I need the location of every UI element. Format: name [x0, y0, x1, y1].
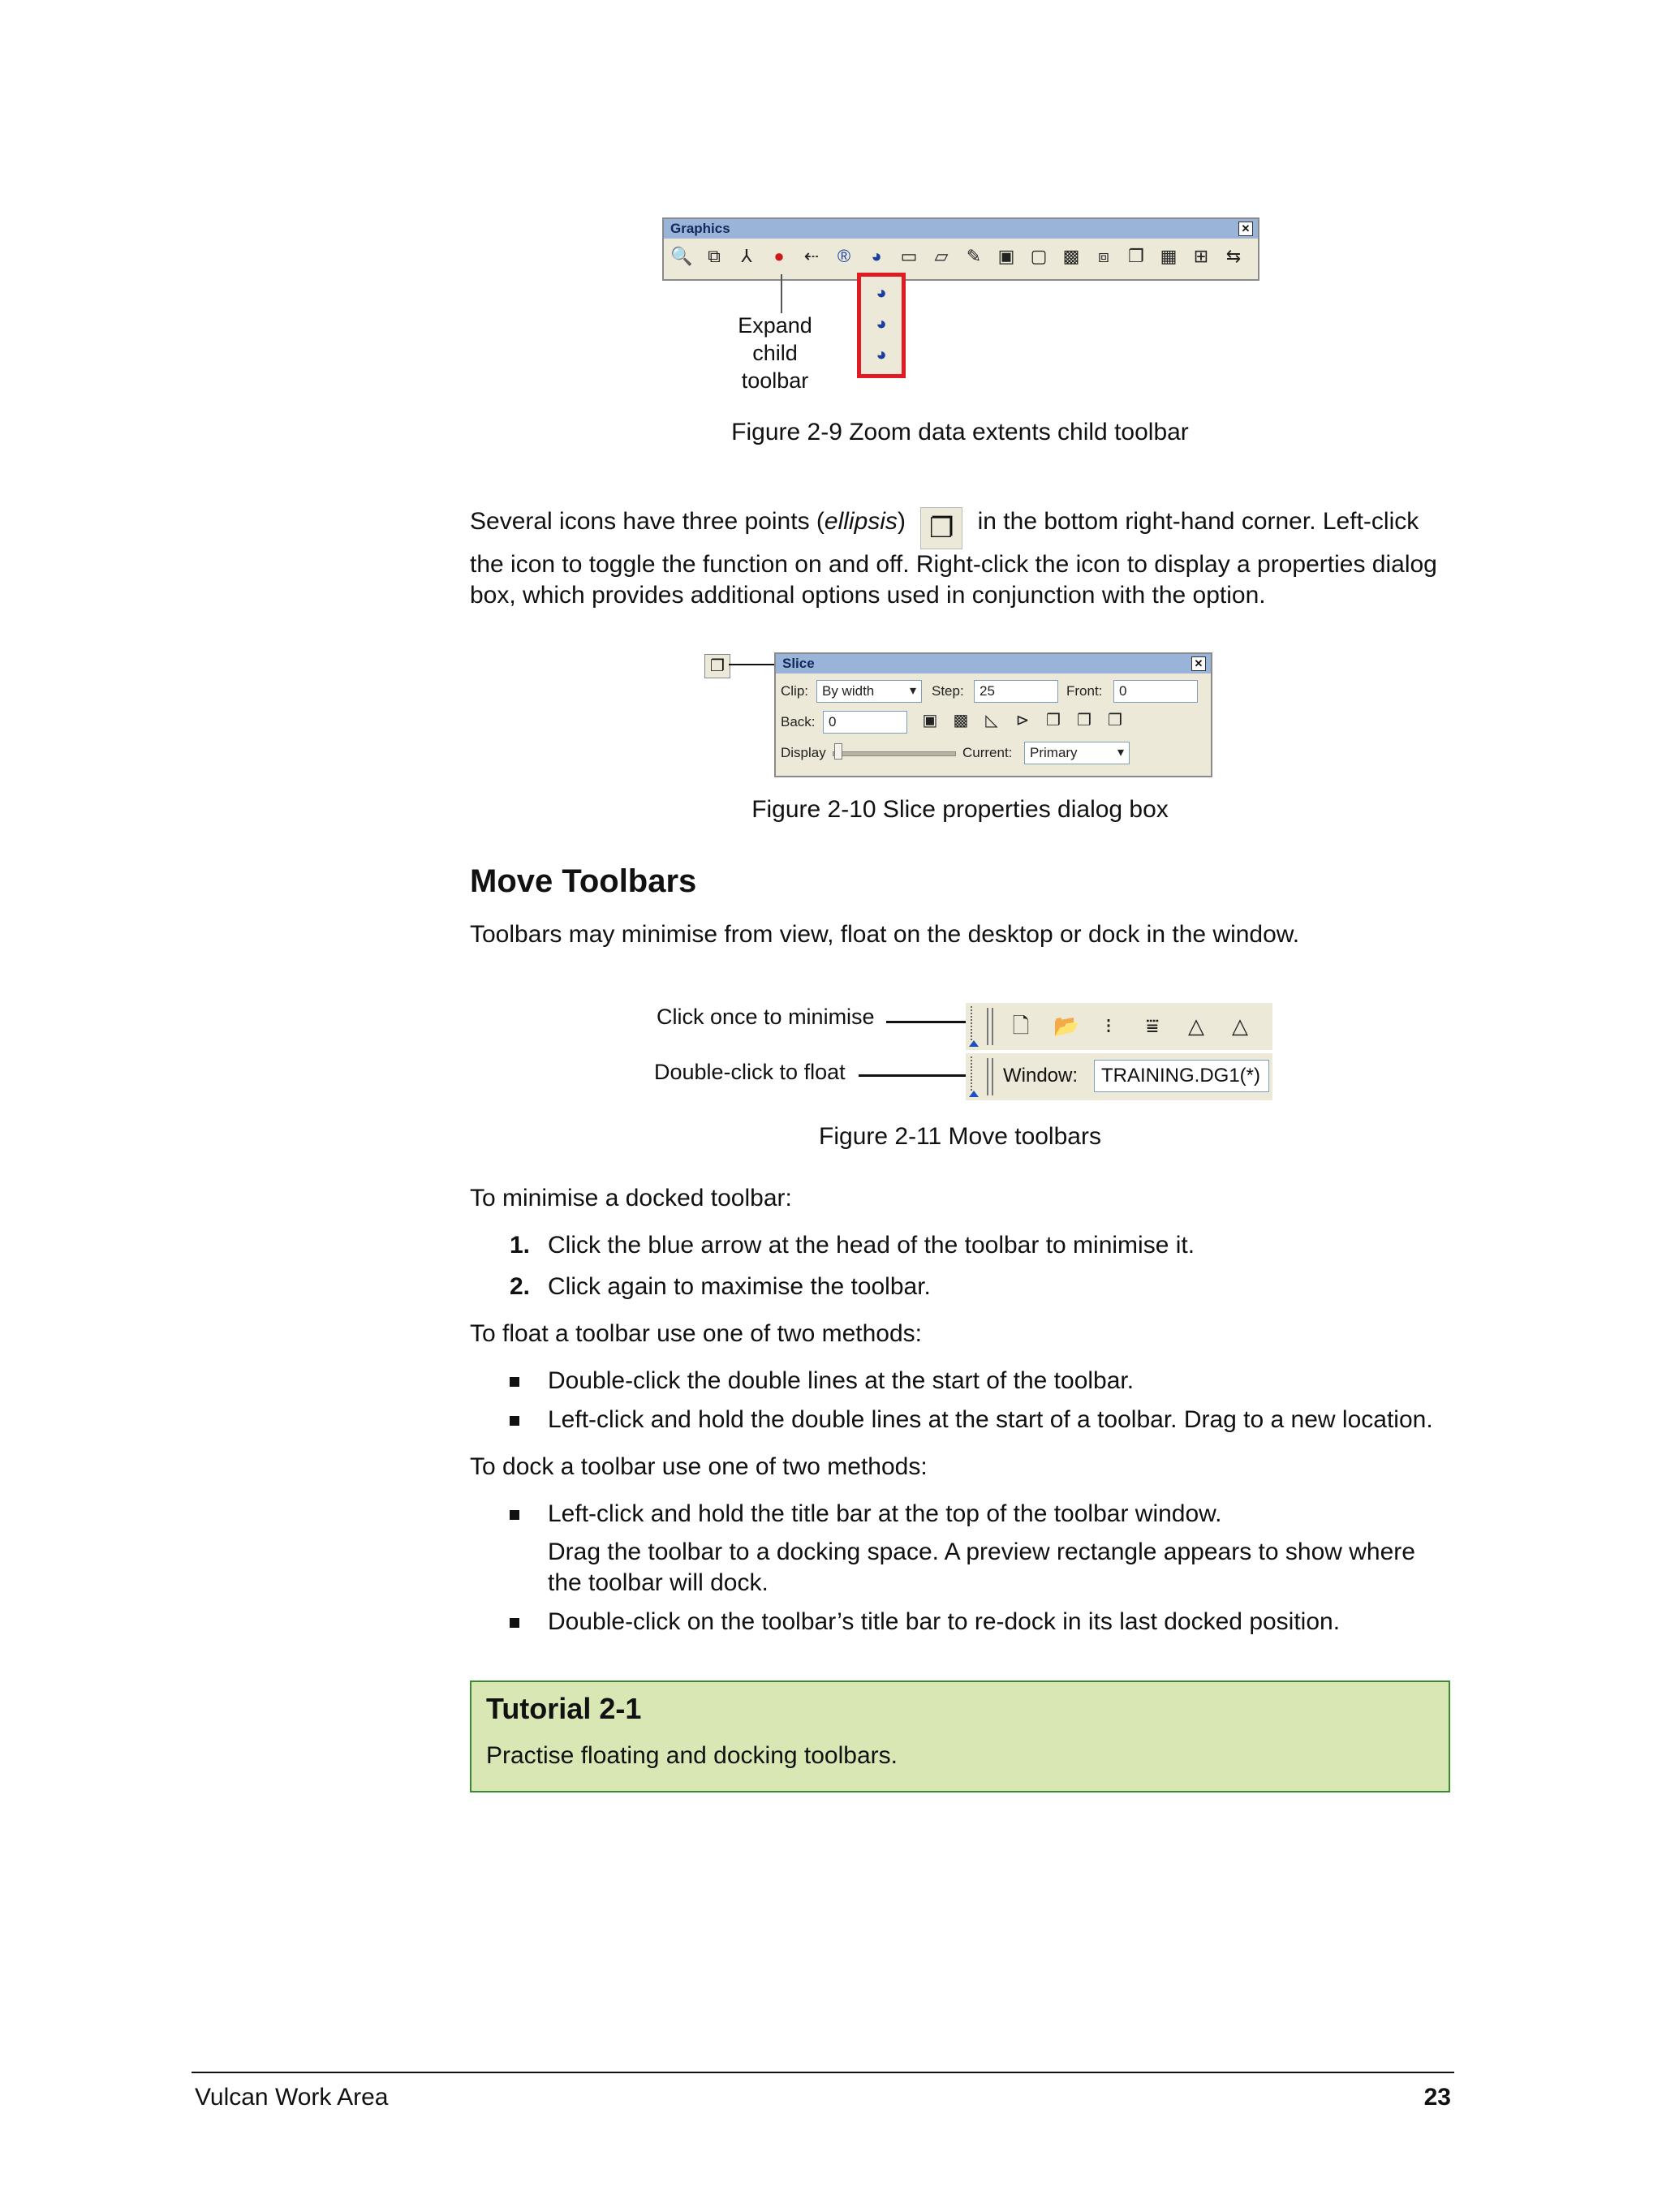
- slice-tool-icon[interactable]: ▩: [953, 712, 969, 729]
- display-label: Display: [781, 745, 826, 760]
- front-label: Front:: [1066, 683, 1103, 699]
- annotation-line: toolbar: [741, 368, 809, 393]
- graphics-toolbar-icon[interactable]: ▦: [1160, 246, 1178, 266]
- graphics-toolbar-icon[interactable]: ⧈: [1098, 246, 1109, 266]
- graphics-toolbar-title: Graphics: [670, 221, 730, 236]
- back-input[interactable]: 0: [823, 711, 907, 734]
- graphics-toolbar-title-bar[interactable]: [664, 219, 1258, 239]
- graphics-toolbar-icon[interactable]: ●: [773, 246, 785, 266]
- display-slider[interactable]: [833, 751, 956, 756]
- graphics-toolbar[interactable]: [662, 217, 1259, 281]
- docked-toolbar-icon[interactable]: ⩸: [1146, 1013, 1159, 1038]
- float-double-lines[interactable]: [987, 1008, 993, 1045]
- graphics-toolbar-icon[interactable]: ®: [837, 246, 851, 266]
- float-double-lines[interactable]: [987, 1058, 993, 1095]
- tutorial-title: Tutorial 2-1: [486, 1692, 642, 1725]
- step-label: Step:: [932, 683, 964, 699]
- graphics-toolbar-icon[interactable]: 🔍: [670, 246, 693, 266]
- dock-lead: To dock a toolbar use one of two methods:: [470, 1453, 928, 1480]
- bullet: [510, 1510, 519, 1520]
- step-text: Click again to maximise the toolbar.: [548, 1273, 931, 1300]
- bullet: [510, 1416, 519, 1426]
- docked-toolbar-file[interactable]: [966, 1001, 1272, 1050]
- minimise-arrow[interactable]: [969, 1091, 979, 1097]
- slice-tool-icon[interactable]: ❐: [1046, 712, 1061, 729]
- bullet-text: Double-click the double lines at the start of the toolbar.: [548, 1367, 1135, 1394]
- text-italic: ellipsis: [824, 508, 898, 535]
- toolbar-grip-dots[interactable]: [971, 1057, 977, 1091]
- step-text: Click the blue arrow at the head of the toolbar to minimise it.: [548, 1232, 1195, 1259]
- text-run: in the bottom right-hand corner. Left-click: [977, 508, 1419, 535]
- minimise-arrow[interactable]: [969, 1040, 979, 1047]
- minimise-lead: To minimise a docked toolbar:: [470, 1185, 792, 1211]
- annotation-leader-line: [781, 274, 782, 313]
- graphics-toolbar-icon[interactable]: ✎: [966, 246, 982, 266]
- slice-tool-icon[interactable]: ◺: [985, 712, 998, 729]
- pointer-line: [729, 664, 776, 665]
- section-intro: Toolbars may minimise from view, float on the desktop or dock in the window.: [470, 921, 1300, 948]
- zoom-data-extents-icon[interactable]: ◕: [876, 313, 887, 334]
- annotation-line: Expand: [738, 313, 812, 338]
- slice-tool-icon[interactable]: ▣: [922, 712, 938, 729]
- tutorial-box: [470, 1681, 1450, 1792]
- paragraph-line: box, which provides additional options used in conjunction with the option.: [470, 582, 1266, 609]
- minimise-leader-line: [886, 1021, 969, 1023]
- step-number: 2.: [510, 1273, 531, 1300]
- docked-toolbar-icon[interactable]: 🗋: [1012, 1013, 1030, 1038]
- clip-label: Clip:: [781, 683, 809, 699]
- figure-caption: Figure 2-9 Zoom data extents child toolbar: [731, 419, 1189, 445]
- docked-toolbar-icon[interactable]: △: [1188, 1013, 1204, 1038]
- clip-dropdown[interactable]: By width ▾: [816, 680, 922, 703]
- minimise-annotation: Click once to minimise: [657, 1005, 875, 1029]
- annotation-line: child: [752, 341, 798, 365]
- slice-tool-icon[interactable]: ⊳: [1015, 712, 1030, 729]
- footer-rule: [192, 2072, 1454, 2073]
- current-dropdown[interactable]: Primary ▾: [1024, 742, 1130, 764]
- window-select[interactable]: TRAINING.DG1(*): [1094, 1060, 1269, 1092]
- slice-icon-pointer: ❐: [704, 654, 730, 678]
- graphics-toolbar-icon[interactable]: ⧉: [708, 246, 721, 266]
- close-icon[interactable]: ✕: [1238, 222, 1253, 236]
- slice-tool-icon[interactable]: ❐: [1108, 712, 1122, 729]
- step-number: 1.: [510, 1232, 531, 1259]
- zoom-data-extents-icon[interactable]: ◕: [876, 344, 887, 364]
- page-number: 23: [1423, 2084, 1451, 2111]
- slice-dialog-title: Slice: [782, 656, 815, 671]
- close-icon[interactable]: ✕: [1191, 656, 1206, 671]
- graphics-toolbar-icon[interactable]: ▭: [900, 246, 918, 266]
- float-annotation: Double-click to float: [654, 1060, 846, 1084]
- toolbar-grip-dots[interactable]: [971, 1006, 977, 1040]
- graphics-toolbar-icon[interactable]: ▩: [1062, 246, 1080, 266]
- docked-toolbar-icon[interactable]: ⁝: [1104, 1013, 1113, 1038]
- graphics-toolbar-icon[interactable]: ▣: [997, 246, 1015, 266]
- paragraph-line: [470, 506, 1460, 549]
- ellipsis-icon: ❐: [920, 507, 962, 549]
- window-label: Window:: [1003, 1065, 1079, 1087]
- paragraph-line: the icon to toggle the function on and off. Right-click the icon to display a properties dialog: [470, 551, 1437, 578]
- docked-toolbar-icon[interactable]: 📂: [1053, 1013, 1080, 1038]
- zoom-data-extents-icon[interactable]: ◕: [876, 282, 887, 303]
- section-heading: Move Toolbars: [470, 863, 697, 899]
- bullet-text: Left-click and hold the double lines at the start of a toolbar. Drag to a new location.: [548, 1406, 1433, 1433]
- figure-caption: Figure 2-11 Move toolbars: [819, 1123, 1101, 1150]
- graphics-toolbar-icon[interactable]: ▢: [1030, 246, 1048, 266]
- current-label: Current:: [962, 745, 1013, 760]
- graphics-toolbar-icon[interactable]: ⇠: [803, 246, 820, 266]
- bullet-continuation: Drag the toolbar to a docking space. A preview rectangle appears to show where: [548, 1539, 1415, 1565]
- graphics-toolbar-icon[interactable]: ❐: [1128, 246, 1144, 266]
- graphics-toolbar-icon[interactable]: ⅄: [741, 246, 752, 266]
- text-run: Several icons have three points (: [470, 508, 825, 535]
- docked-toolbar-window[interactable]: [966, 1053, 1272, 1100]
- slice-tool-icon[interactable]: ❐: [1077, 712, 1091, 729]
- paragraph-ellipsis: [470, 506, 1460, 611]
- slice-dialog-title-bar[interactable]: [776, 654, 1211, 673]
- graphics-toolbar-icon[interactable]: ◕: [871, 246, 882, 266]
- bullet-text: Left-click and hold the title bar at the top of the toolbar window.: [548, 1500, 1222, 1527]
- display-slider-handle[interactable]: [834, 743, 842, 760]
- front-input[interactable]: 0: [1113, 680, 1198, 703]
- float-lead: To float a toolbar use one of two methods:: [470, 1320, 923, 1347]
- expand-child-toolbar-annotation: [714, 312, 836, 394]
- back-label: Back:: [781, 714, 816, 729]
- tutorial-text: Practise floating and docking toolbars.: [486, 1742, 898, 1769]
- child-toolbar: [857, 273, 906, 378]
- step-input[interactable]: 25: [974, 680, 1058, 703]
- graphics-toolbar-icon[interactable]: ⇆: [1225, 246, 1242, 266]
- text-run: ): [897, 508, 906, 535]
- bullet: [510, 1377, 519, 1387]
- graphics-toolbar-icon[interactable]: ▱: [934, 246, 949, 266]
- bullet: [510, 1618, 519, 1628]
- docked-toolbar-icon[interactable]: △: [1232, 1013, 1248, 1038]
- graphics-toolbar-icon[interactable]: ⊞: [1193, 246, 1209, 266]
- bullet-text: Double-click on the toolbar’s title bar to re-dock in its last docked position.: [548, 1608, 1341, 1635]
- bullet-continuation: the toolbar will dock.: [548, 1569, 769, 1596]
- footer-title: Vulcan Work Area: [195, 2084, 389, 2111]
- figure-caption: Figure 2-10 Slice properties dialog box: [751, 796, 1169, 823]
- slice-dialog[interactable]: [774, 652, 1212, 777]
